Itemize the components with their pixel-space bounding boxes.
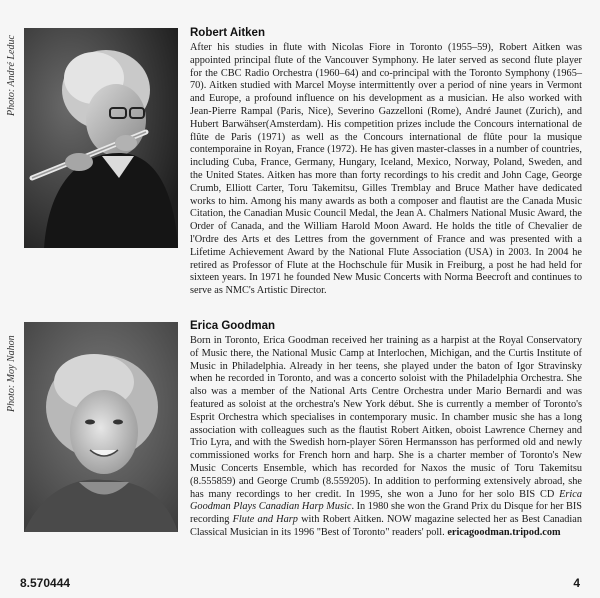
- aitken-photo: [24, 28, 178, 248]
- aitken-photo-credit: Photo: André Leduc: [6, 35, 17, 116]
- goodman-portrait-image: [24, 322, 178, 532]
- goodman-bio-part1: Born in Toronto, Erica Goodman received her training as a harpist at the Royal Conservatory of Music there, the National Music Camp at Interlochen, Michigan, and the Curtis Institute of Music in Philadelphia. Already in her teens, she played under the baton of Igor Stravinsky when he recorded in Toronto, and was a concerto soloist with the Philadelphia Orchestra. She also was a member of the National Arts Centre Orchestra under Mario Bernardi and was featured as soloist at the orchestra's New York début. She is currently a member of Toronto's Esprit Orchestra which specialises in contemporary music. In chamber music she has a long association with colleagues such as the flautist Robert Aitken, oboist Lawrence Cherney and Trio Lyra, and with the Swedish horn-player Sören Hermansson has performed old and newly commissioned works for French horn and harp. She is a charter member of Toronto's New Music Concerts Ensemble, which has recorded for Naxos the music of Toru Takemitsu (8.555859) and George Crumb (8.559205). In addition to performing extensively abroad, she has many recordings to her credit. In 1995, she won a Juno for her solo BIS CD: [190, 335, 582, 500]
- catalog-number: 8.570444: [20, 576, 71, 590]
- goodman-bio-section: [190, 320, 582, 540]
- goodman-name-heading: Erica Goodman: [190, 320, 275, 332]
- aitken-name-heading: Robert Aitken: [190, 27, 265, 39]
- goodman-bio-text: [190, 335, 582, 540]
- goodman-bio-part2: . In 1980 she won the Grand Prix du Disque for her BIS recording: [190, 501, 583, 526]
- goodman-bio-part3: with Robert Aitken. NOW magazine selected her as Best Canadian Classical Musician in its 1996 "Best of Toronto" readers' poll.: [190, 514, 582, 538]
- goodman-album-title-2: Flute and Harp: [232, 514, 298, 526]
- goodman-photo: [24, 322, 178, 532]
- goodman-album-title-1: Erica Goodman Plays Canadian Harp Music: [190, 488, 582, 513]
- goodman-website-link[interactable]: ericagoodman.tripod.com: [447, 526, 561, 538]
- aitken-bio-section: [190, 27, 582, 298]
- goodman-photo-credit: Photo: Moy Nahon: [6, 335, 17, 412]
- aitken-portrait-image: [24, 28, 178, 248]
- page-number: 4: [573, 576, 580, 590]
- aitken-bio-text: After his studies in flute with Nicolas Fiore in Toronto (1955–59), Robert Aitken was appointed principal flute of the Vancouver Symphony. He later served as second flute player for the CBC Radio Orchestra (1960–64) and co-principal with the Toronto Symphony (1965–70). Aitken studied with Marcel Moyse intermittently over a period of nine years in Vermont and Europe, a profound influence on his development as a musician. He also worked with Jean-Pierre Rampal (Paris, Nice), Severino Gazzelloni (Rome), André Jaunet (Zurich), and Hubert Barwähser(Amsterdam). His competition prizes include the Concours international de flûte de Paris (1971) as well as the Concours international de flûte pour la musique contemporaine in Royan, France (1972). He has given master-classes in a number of countries, including Cuba, France, Germany, Hungary, Iceland, Mexico, Norway, Poland, Sweden, and the United States. Aitken has more than forty recordings to his credit and John Cage, George Crumb, Elliott Carter, Toru Takemitsu, Gilles Tremblay and Bruce Mather have dedicated works to him. Among his many awards as both a composer and flautist are the Canada Music Citation, the Canadian Music Council Medal, the Jean A. Chalmers National Music Award, the Order of Canada, and the William Harold Moon Award. He holds the title of Chevalier de l'Ordre des Arts et des Lettres from the government of France and was presented with a Lifetime Achievement Award by the National Flute Association (USA) in 2003. In 2004 he retired as Professor of Flute at the Hochschule für Musik in Freiburg, a post he had held for sixteen years. In 1971 he founded New Music Concerts with Norma Beecroft and continues to serve as NMC's Artistic Director.: [190, 42, 582, 297]
